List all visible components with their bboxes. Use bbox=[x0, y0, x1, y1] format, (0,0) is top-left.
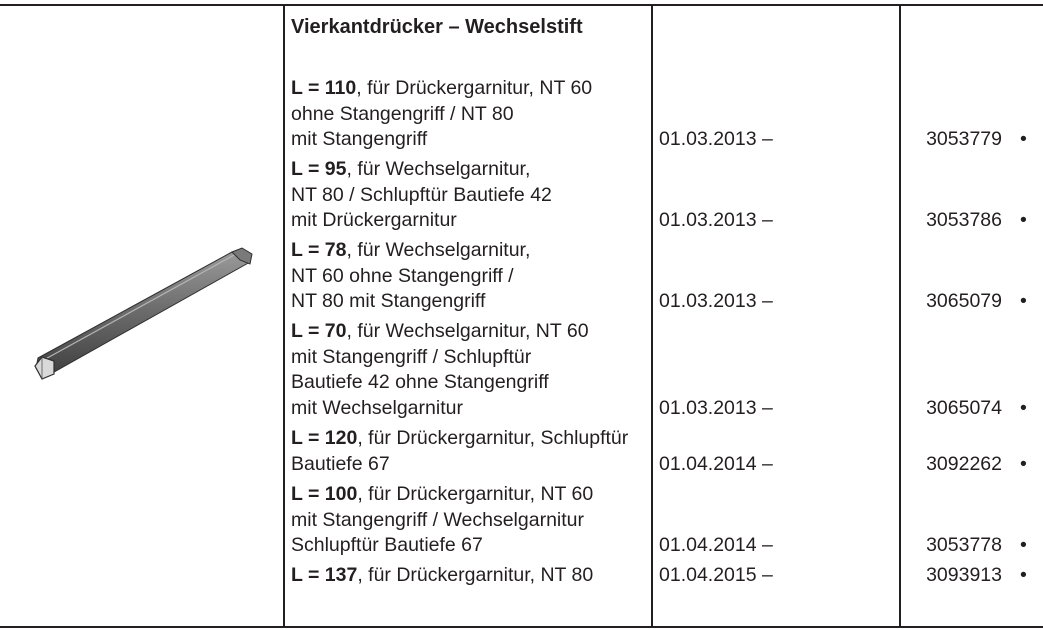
row-first-line bbox=[291, 157, 552, 183]
valid-from-date: 01.03.2013 – bbox=[659, 128, 773, 151]
article-number: 3053778 bbox=[926, 534, 1002, 557]
description-line: mit Wechselgarnitur bbox=[291, 397, 463, 420]
availability-marker: • bbox=[1020, 564, 1027, 586]
column-divider bbox=[899, 4, 901, 628]
column-divider bbox=[283, 4, 285, 628]
length-label: L = 70 bbox=[291, 320, 347, 342]
valid-from-date: 01.03.2013 – bbox=[659, 209, 773, 232]
length-label: L = 78 bbox=[291, 239, 347, 261]
availability-marker: • bbox=[1020, 128, 1027, 151]
description-text: , für Drückergarnitur, Schlupftür bbox=[357, 427, 629, 449]
availability-marker: • bbox=[1020, 452, 1027, 475]
description-line: mit Stangengriff bbox=[291, 128, 428, 151]
description-line: ohne Stangengriff / NT 80 bbox=[291, 102, 514, 125]
availability-marker: • bbox=[1020, 534, 1027, 557]
table-row bbox=[291, 238, 530, 315]
description-text: , für Drückergarnitur, NT 60 bbox=[357, 483, 594, 505]
row-first-line bbox=[291, 238, 530, 264]
description-line: mit Stangengriff / Schlupftür bbox=[291, 345, 532, 368]
table-row bbox=[291, 482, 593, 559]
description-text: , für Drückergarnitur, NT 80 bbox=[357, 564, 594, 586]
row-first-line bbox=[291, 319, 589, 345]
description-text: , für Wechselgarnitur, NT 60 bbox=[346, 320, 589, 342]
table-top-border bbox=[0, 4, 1043, 6]
length-label: L = 100 bbox=[291, 483, 358, 505]
description-line: mit Drückergarnitur bbox=[291, 209, 457, 232]
article-number: 3092262 bbox=[926, 452, 1002, 475]
description-line: mit Stangengriff / Wechselgarnitur bbox=[291, 508, 585, 531]
table-bottom-border bbox=[0, 626, 1043, 628]
description-line: Schlupftür Bautiefe 67 bbox=[291, 534, 483, 557]
length-label: L = 110 bbox=[291, 77, 357, 99]
article-number: 3053779 bbox=[926, 128, 1002, 151]
article-number: 3065074 bbox=[926, 397, 1002, 420]
availability-marker: • bbox=[1020, 209, 1027, 232]
valid-from-date: 01.03.2013 – bbox=[659, 397, 773, 420]
column-divider bbox=[651, 4, 653, 628]
table-row bbox=[291, 76, 592, 153]
row-first-line bbox=[291, 76, 592, 102]
row-first-line bbox=[291, 563, 593, 589]
table-row bbox=[291, 157, 552, 234]
description-line: NT 80 mit Stangengriff bbox=[291, 290, 486, 313]
length-label: L = 95 bbox=[291, 158, 347, 180]
article-number: 3093913 bbox=[926, 564, 1002, 586]
description-text: , für Wechselgarnitur, bbox=[346, 158, 531, 180]
page-title: Vierkantdrücker – Wechselstift bbox=[291, 16, 583, 38]
valid-from-date: 01.03.2013 – bbox=[659, 290, 773, 313]
valid-from-date: 01.04.2014 – bbox=[659, 534, 773, 557]
table-row bbox=[291, 563, 593, 589]
length-label: L = 137 bbox=[291, 564, 358, 586]
description-line: NT 60 ohne Stangengriff / bbox=[291, 264, 514, 287]
table-row bbox=[291, 426, 628, 477]
square-spindle-pin-icon bbox=[28, 240, 253, 385]
valid-from-date: 01.04.2014 – bbox=[659, 452, 773, 475]
availability-marker: • bbox=[1020, 290, 1027, 313]
article-number: 3053786 bbox=[926, 209, 1002, 232]
table-row bbox=[291, 319, 589, 422]
row-first-line bbox=[291, 426, 628, 452]
description-line: Bautiefe 42 ohne Stangengriff bbox=[291, 371, 549, 394]
description-line: NT 80 / Schlupftür Bautiefe 42 bbox=[291, 183, 552, 206]
description-text: , für Drückergarnitur, NT 60 bbox=[356, 77, 593, 99]
length-label: L = 120 bbox=[291, 427, 358, 449]
row-first-line bbox=[291, 482, 593, 508]
description-line: Bautiefe 67 bbox=[291, 452, 390, 475]
availability-marker: • bbox=[1020, 397, 1027, 420]
article-number: 3065079 bbox=[926, 290, 1002, 313]
description-text: , für Wechselgarnitur, bbox=[346, 239, 531, 261]
valid-from-date: 01.04.2015 – bbox=[659, 564, 773, 586]
